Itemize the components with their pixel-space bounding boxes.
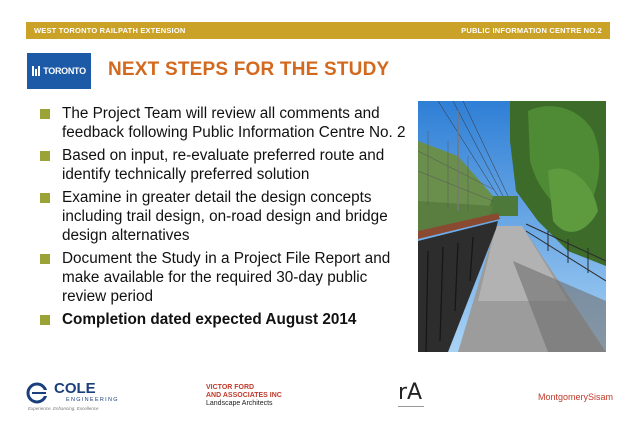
railpath-photo — [418, 101, 606, 352]
cole-swirl-icon — [26, 382, 48, 404]
header-left-text: WEST TORONTO RAILPATH EXTENSION — [34, 26, 186, 35]
cole-sub: ENGINEERING — [66, 397, 119, 403]
vf-line2: AND ASSOCIATES INC — [206, 392, 282, 399]
bullet-square-icon — [40, 254, 50, 264]
toronto-logo — [27, 53, 91, 89]
ra-logo: rA — [398, 380, 423, 405]
header-bar — [26, 22, 610, 39]
bullet-square-icon — [40, 109, 50, 119]
cole-tagline: Experience. Enhancing. Excellence — [28, 406, 99, 411]
victor-ford-logo — [206, 384, 282, 408]
ra-underline — [398, 406, 424, 407]
bullet-list — [40, 104, 406, 333]
bullet-square-icon — [40, 315, 50, 325]
montgomery-sisam-logo: MontgomerySisam — [538, 392, 614, 402]
logo-text: TORONTO — [43, 66, 86, 76]
bullet-square-icon — [40, 151, 50, 161]
city-hall-icon — [32, 66, 41, 76]
bullet-item: Document the Study in a Project File Report and make available for the required 30-day public review period — [40, 249, 406, 306]
bullet-item: Completion dated expected August 2014 — [40, 310, 406, 329]
vf-line1: VICTOR FORD — [206, 384, 255, 391]
bullet-item: Based on input, re-evaluate preferred route and identify technically preferred solution — [40, 146, 406, 184]
slide-title: NEXT STEPS FOR THE STUDY — [108, 59, 390, 80]
bullet-square-icon — [40, 193, 50, 203]
bullet-item: Examine in greater detail the design concepts including trail design, on-road design and bridge design alternatives — [40, 188, 406, 245]
cole-engineering-logo — [26, 380, 119, 412]
bullet-item: The Project Team will review all comments and feedback following Public Information Centre No. 2 — [40, 104, 406, 142]
cole-name: COLE — [54, 380, 96, 397]
header-right-text: PUBLIC INFORMATION CENTRE NO.2 — [461, 26, 602, 35]
vf-line3: Landscape Architects — [206, 400, 273, 407]
